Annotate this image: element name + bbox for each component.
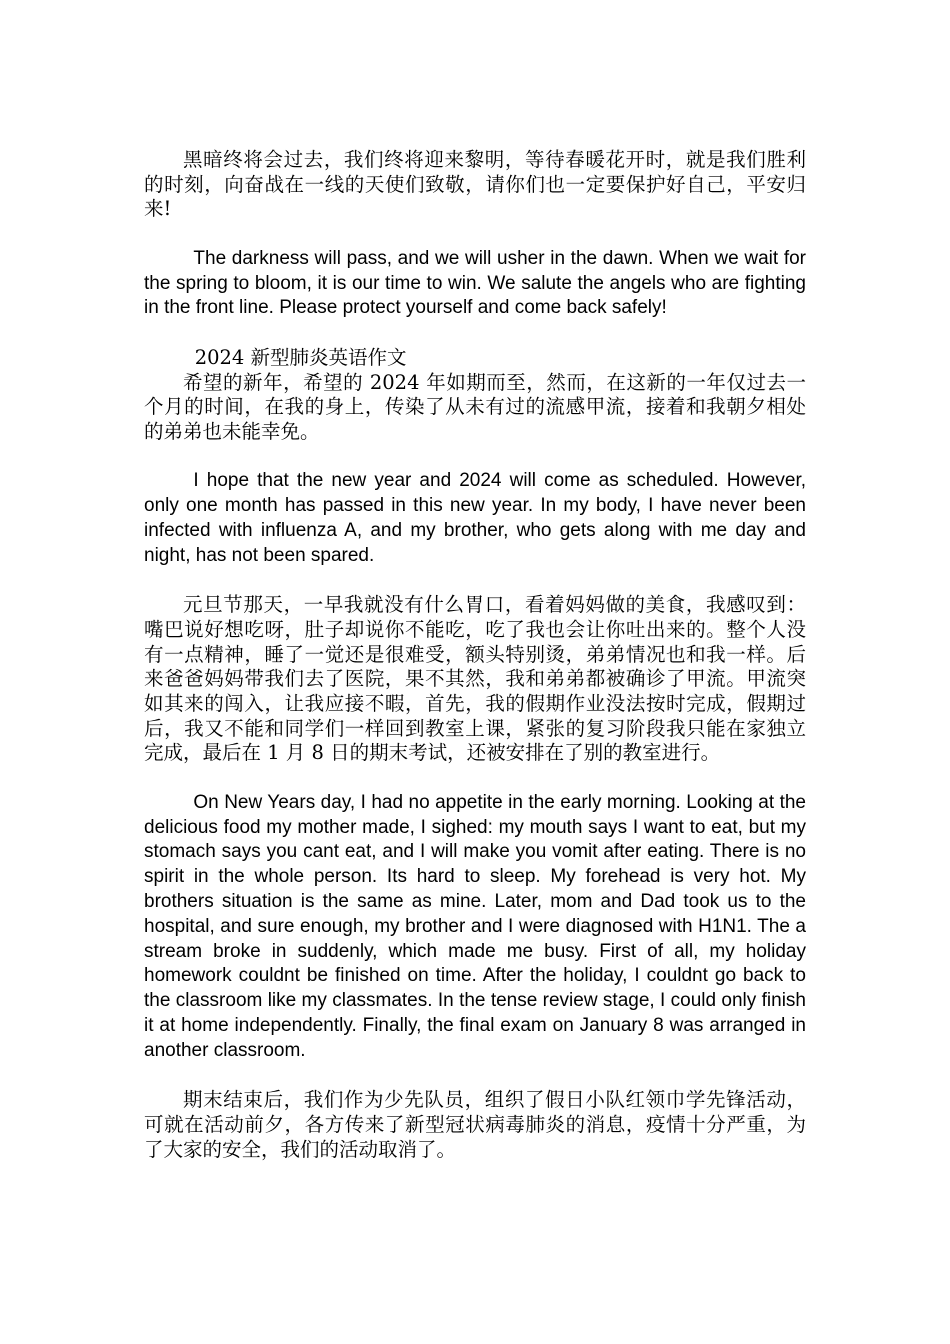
paragraph-en-2: I hope that the new year and 2024 will come as scheduled. However, only one month has passed in this new year. In my body, I have never been infected with influenza A, and my brother, who gets along with me day and night, has not been spared. bbox=[144, 470, 806, 566]
paragraph-gap bbox=[144, 569, 806, 594]
paragraph-en-1: The darkness will pass, and we will usher in the dawn. When we wait for the spring to bloom, it is our time to win. We salute the angels who are fighting in the front line. Please protect yourself and come back safely! bbox=[144, 247, 806, 319]
paragraph-gap bbox=[144, 321, 806, 346]
document-page bbox=[144, 148, 806, 1162]
paragraph-gap bbox=[144, 766, 806, 791]
paragraph-en-3: On New Years day, I had no appetite in the early morning. Looking at the delicious food my mother made, I sighed: my mouth says I want to eat, but my stomach says you cant eat, and I will make you vomit after eating. There is no spirit in the whole person. Its hard to sleep. My forehead is very hot. My brothers situation is the same as mine. Later, mom and Dad took us to the hospital, and sure enough, my brother and I were diagnosed with H1N1. The a stream broke in suddenly, which made me busy. First of all, my holiday homework couldnt be finished on time. After the holiday, I couldnt go back to the classroom like my classmates. In the tense review stage, I could only finish it at home independently. Finally, the final exam on January 8 was arranged in another classroom. bbox=[144, 791, 806, 1061]
paragraph-gap bbox=[144, 445, 806, 470]
paragraph-gap bbox=[144, 1064, 806, 1089]
essay-title: 2024 新型肺炎英语作文 bbox=[194, 345, 407, 369]
paragraph-gap bbox=[144, 222, 806, 247]
paragraph-zh-2: 希望的新年，希望的 2024 年如期而至，然而，在这新的一年仅过去一个月的时间，在我的身上，传染了从未有过的流感甲流，接着和我朝夕相处的弟弟也未能幸免。 bbox=[144, 370, 806, 443]
paragraph-zh-4: 期末结束后，我们作为少先队员，组织了假日小队红领巾学先锋活动，可就在活动前夕，各方传来了新型冠状病毒肺炎的消息，疫情十分严重，为了大家的安全，我们的活动取消了。 bbox=[144, 1088, 806, 1161]
paragraph-zh-1: 黑暗终将会过去，我们终将迎来黎明，等待春暖花开时，就是我们胜利的时刻，向奋战在一线的天使们致敬，请你们也一定要保护好自己，平安归来! bbox=[144, 148, 806, 221]
paragraph-zh-3: 元旦节那天，一早我就没有什么胃口，看着妈妈做的美食，我感叹到：嘴巴说好想吃呀，肚子却说你不能吃，吃了我也会让你吐出来的。整个人没有一点精神，睡了一觉还是很难受，额头特别烫，弟弟情况也和我一样。后来爸爸妈妈带我们去了医院，果不其然，我和弟弟都被确诊了甲流。甲流突如其来的闯入，让我应接不暇，首先，我的假期作业没法按时完成，假期过后，我又不能和同学们一样回到教室上课，紧张的复习阶段我只能在家独立完成，最后在 1 月 8 日的期末考试，还被安排在了别的教室进行。 bbox=[144, 593, 806, 765]
